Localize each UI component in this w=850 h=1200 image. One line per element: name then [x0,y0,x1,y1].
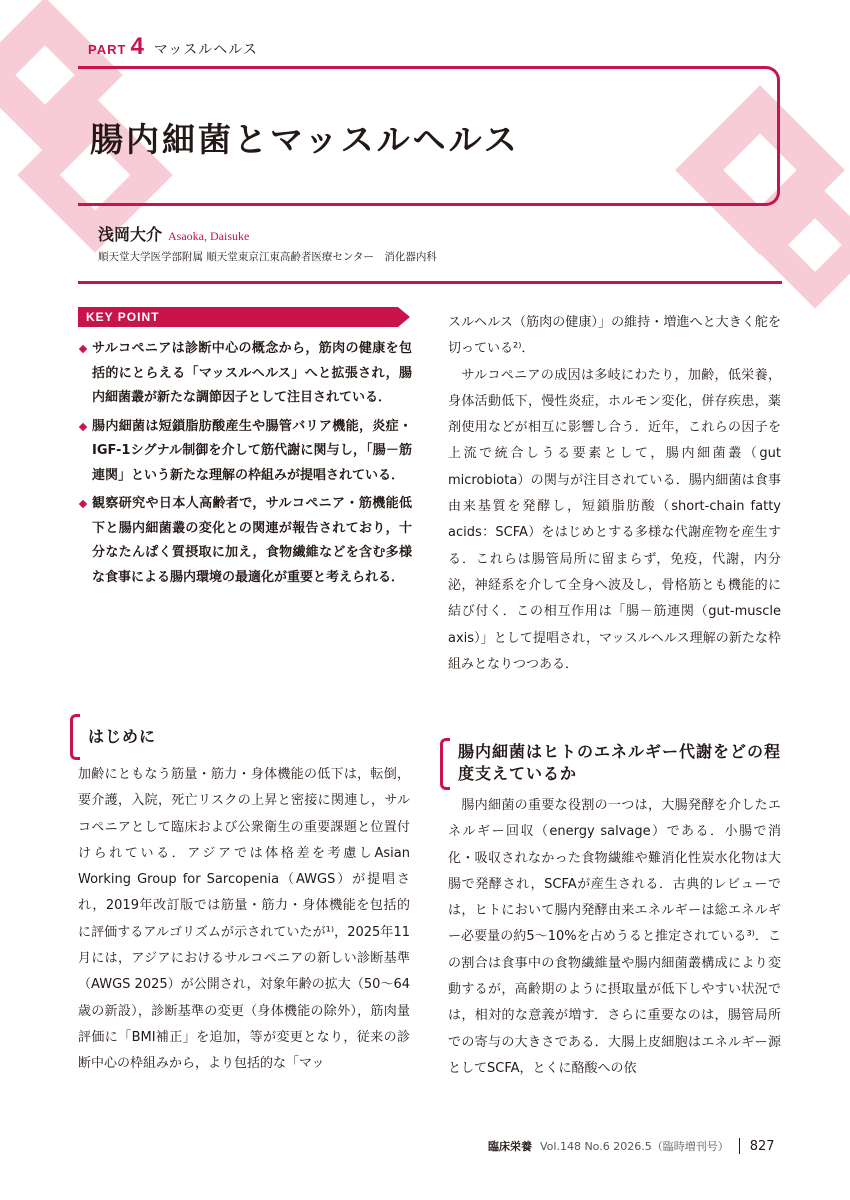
author-affiliation: 順天堂大学医学部附属 順天堂東京江東高齢者医療センター 消化器内科 [98,251,437,263]
page-number: 827 [749,1138,775,1154]
author-roman-name: Asaoka, Daisuke [168,229,250,243]
diamond-bullet-icon [79,422,87,430]
key-point-list [80,337,412,594]
indent [448,798,461,813]
section-heading-text: はじめに [88,727,157,746]
section-bracket-icon [70,714,80,760]
continuation-text: スルヘルス（筋肉の健康）」の維持・増進へと大きく舵を切っている²⁾． [448,315,781,357]
section-bracket-icon [440,738,450,790]
right-column-paragraph [448,310,781,678]
page-footer [488,1138,775,1154]
journal-volume: Vol.148 No.6 2026.5（臨時増刊号） [540,1140,729,1153]
key-point-item [80,337,412,411]
energy-text: 腸内細菌の重要な役割の一つは，大腸発酵を介したエネルギー回収（energy salvage）である．小腸で消化・吸収されなかった食物繊維や難消化性炭水化物は大腸で発酵され，SCFAが産生される．古典的レビューでは，ヒトにおいて腸内発酵由来エネルギーは総エネルギー必要量の約5～10%を占めうると推定されている³⁾．この割合は食事中の食物繊維量や腸内細菌叢構成により変動するが，高齢期のように摂取量が低下しやすい状況では，相対的な意義が増す．さらに重要なのは，腸管局所での寄与の大きさである．大腸上皮細胞はエネルギー源としてSCFA，とくに酪酸への依 [448,798,781,1076]
key-point-text: 腸内細菌は短鎖脂肪酸産生や腸管バリア機能，炎症・IGF-1シグナル制御を介して筋代謝に関与し，「腸－筋連関」という新たな理解の枠組みが提唱されている． [92,418,412,483]
energy-paragraph [448,793,781,1082]
section-heading-text: 腸内細菌はヒトのエネルギー代謝をどの程度支えているか [458,742,782,783]
introduction-paragraph: 加齢にともなう筋量・筋力・身体機能の低下は，転倒，要介護，入院，死亡リスクの上昇と密接に関連し，サルコペニアとして臨床および公衆衛生の重要課題と位置付けられている．アジアでは体格差を考慮しAsian Working Group for Sarcopenia（AWGS）が提唱され，2019年改訂版では筋量・筋力・身体機能を包括的に評価するアルゴリズムが示されていたが¹⁾，2025年11月には，アジアにおけるサルコペニアの新しい診断基準（AWGS 2025）が公開され，対象年齢の拡大（50～64歳の新設），診断基準の変更（身体機能の除外），筋肉量評価に「BMI補正」を追加，等が変更となり，従来の診断中心の枠組みから，より包括的な「マッ [78,767,410,1072]
key-point-header: KEY POINT [78,307,398,327]
article-title: 腸内細菌とマッスルヘルス [90,120,520,159]
part-word: PART [88,42,127,57]
key-point-text: サルコペニアは診断中心の概念から，筋肉の健康を包括的にとらえる「マッスルヘルス」へと拡張され，腸内細菌叢が新たな調節因子として注目されている． [92,341,412,405]
diamond-bullet-icon [79,500,87,508]
section-heading-energy [440,738,788,790]
author-name: 浅岡大介 [98,225,163,244]
key-point-item [80,492,412,590]
footer-divider [739,1138,740,1154]
header-rule [78,281,782,284]
part-title: マッスルヘルス [153,42,258,58]
part-number: 4 [130,33,144,60]
section-heading-introduction [70,714,156,760]
etiology-text: サルコペニアの成因は多岐にわたり，加齢，低栄養，身体活動低下，慢性炎症，ホルモン変化，併存疾患，薬剤使用などが相互に影響し合う．近年，これらの因子を上流で統合しうる要素として，腸内細菌叢（gut microbiota）の関与が注目されている．腸内細菌は食事由来基質を発酵し，短鎖脂肪酸（short-chain fatty acids：SCFA）をはじめとする多様な代謝産物を産生する．これらは腸管局所に留まらず，免疫，代謝，内分泌，神経系を介して全身へ波及し，骨格筋とも機能的に結び付く．この相互作用は「腸－筋連関（gut-muscle axis）」として提唱され，マッスルヘルス理解の新たな枠組みとなりつつある． [448,367,781,672]
key-point-arrow [398,307,410,327]
diamond-bullet-icon [79,345,87,353]
journal-name: 臨床栄養 [488,1140,532,1153]
part-label [88,33,258,61]
key-point-item [80,415,412,489]
indent [448,368,461,383]
key-point-text: 観察研究や日本人高齢者で，サルコペニア・筋機能低下と腸内細菌叢の変化との関連が報告されており，十分なたんぱく質摂取に加え，食物繊維などを含む多様な食事による腸内環境の最適化が重要と考えられる． [92,496,412,585]
author-line [98,222,249,245]
